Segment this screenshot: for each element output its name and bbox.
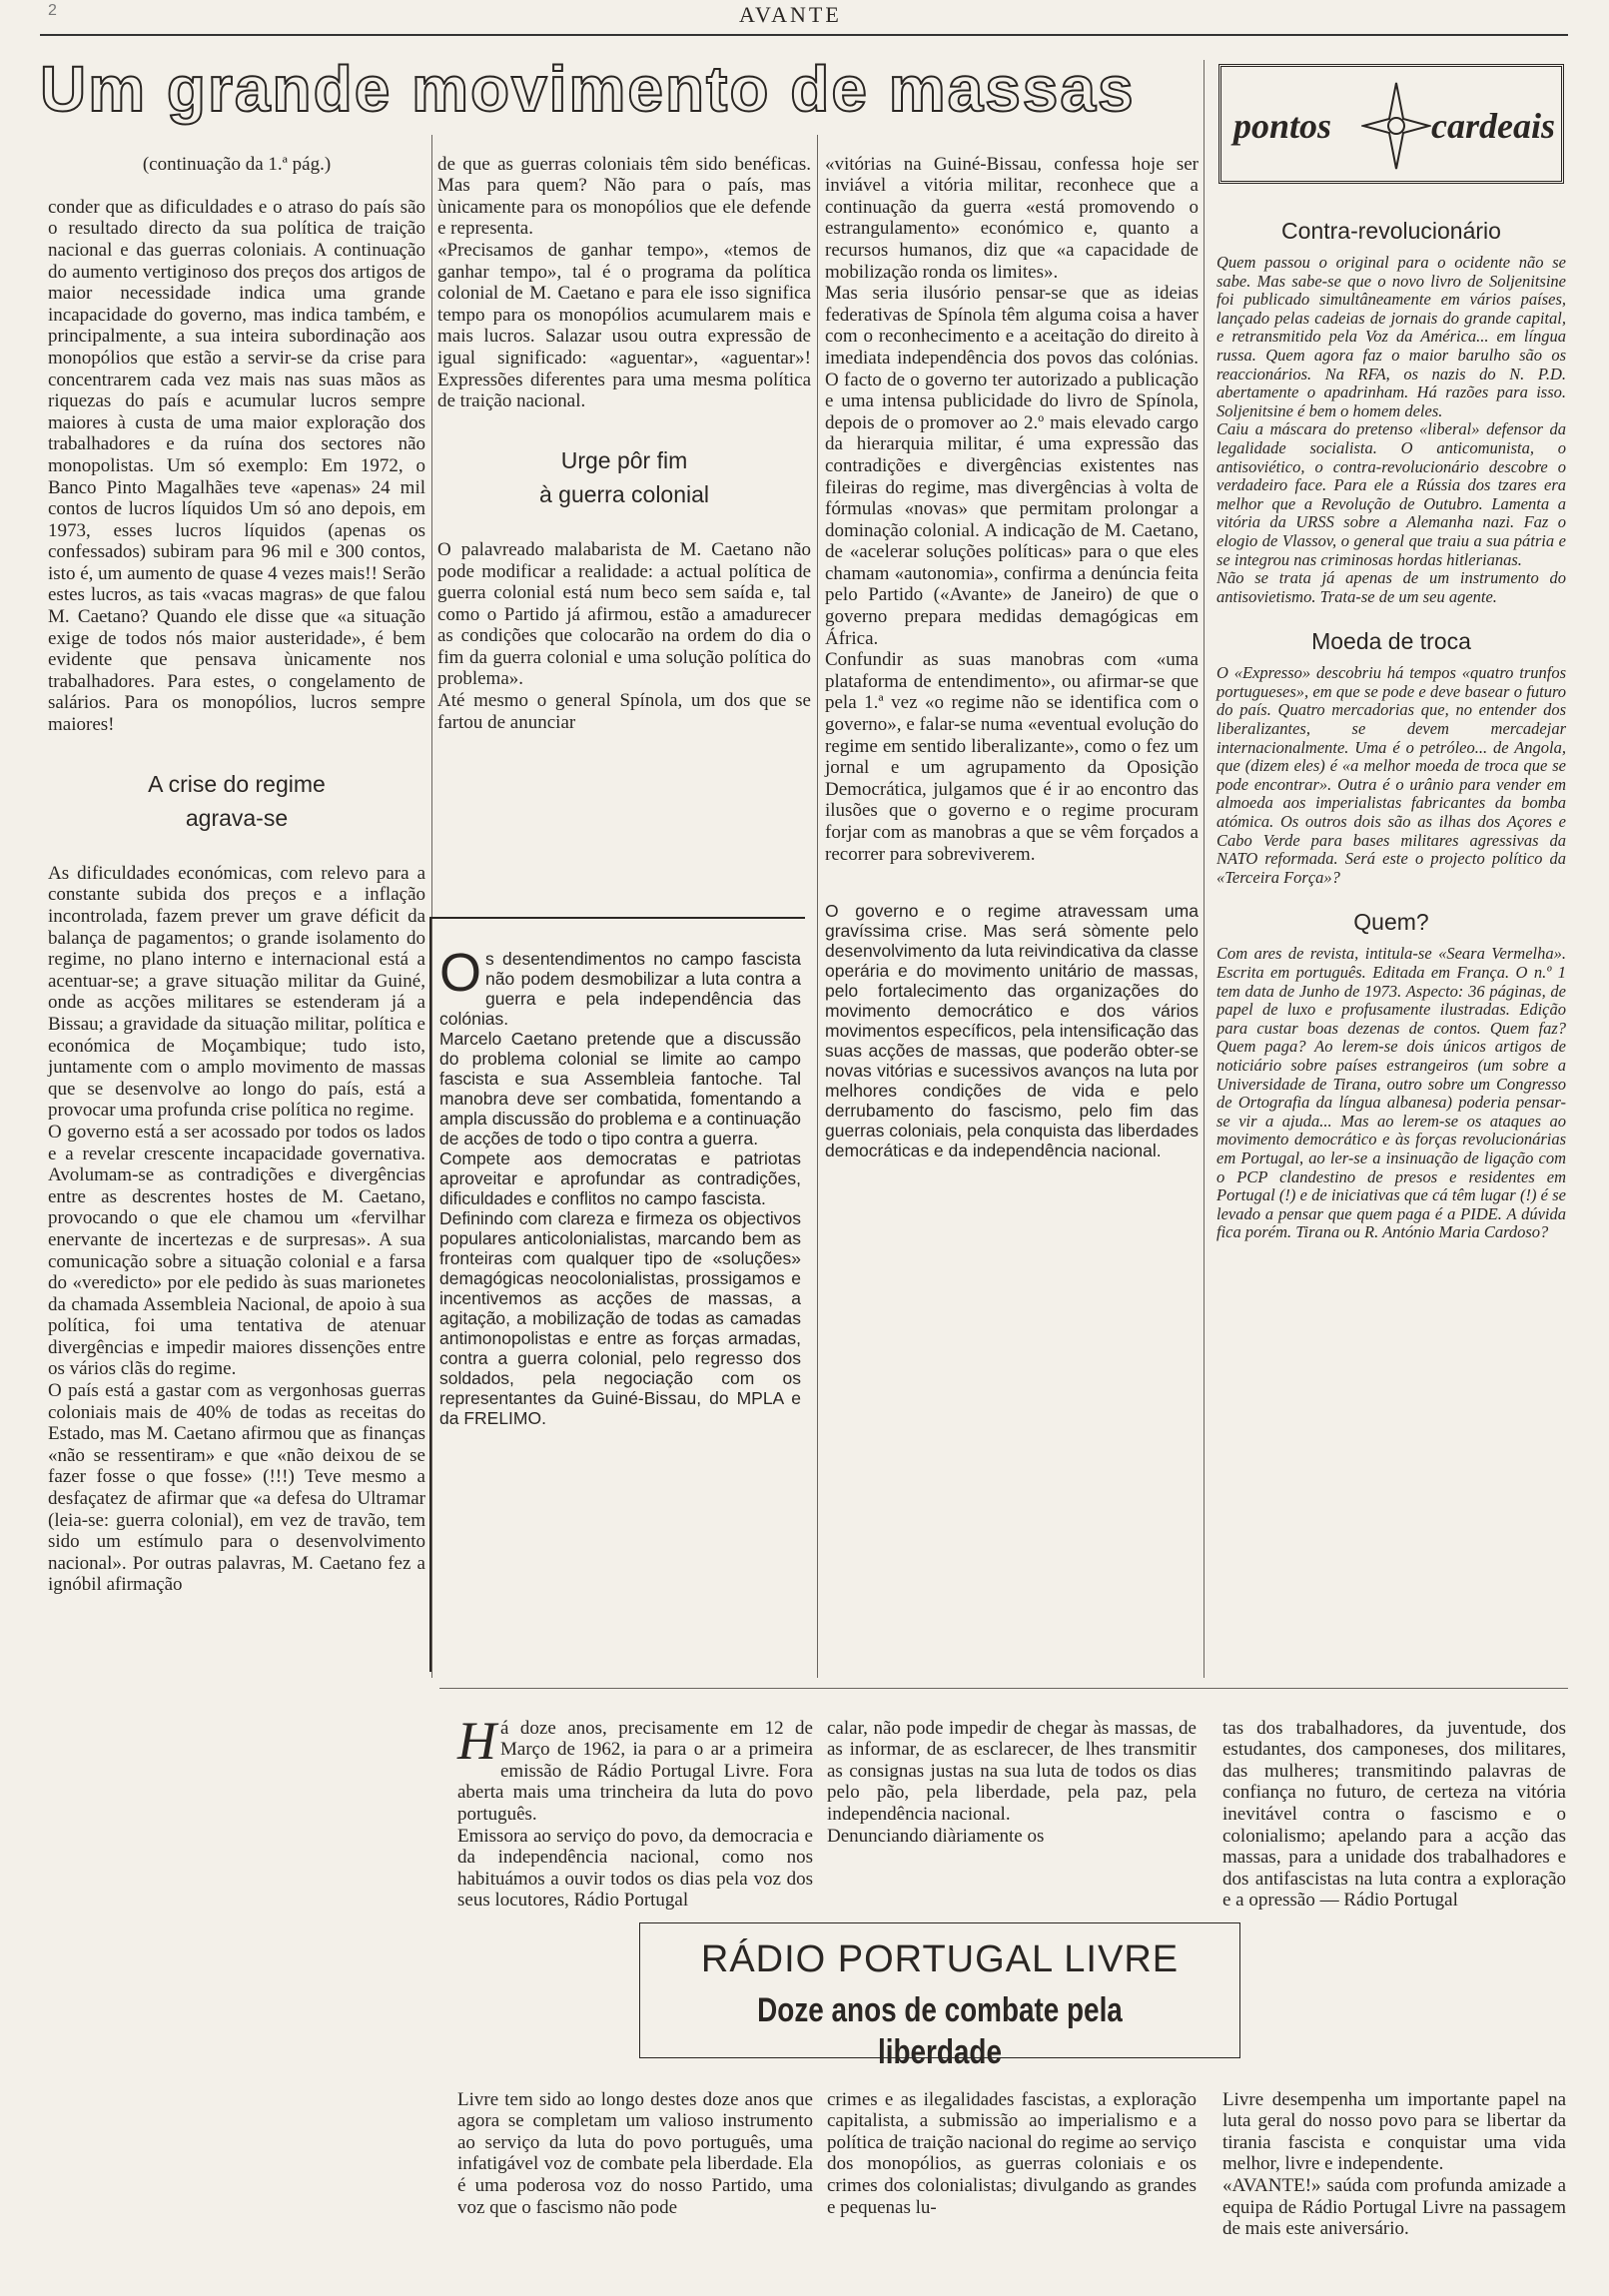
- header-rule: [40, 34, 1568, 36]
- radio-dropcap: H: [457, 1710, 496, 1771]
- radio-paragraph: crimes e as ilegalidades fascistas, a exploração capitalista, a submissão ao imperialismo e a política de traição nacional do regime ao serviço dos monopólios, as guerras coloniais e os crimes dos colonialistas; divulgando as grandes e pequenas lu-: [827, 2088, 1197, 2218]
- sidebar-title-1: Contra-revolucionário: [1281, 218, 1501, 244]
- radio-paragraph: calar, não pode impedir de chegar às massas, de as informar, de as esclarecer, de lhes transmitir as consignas justas na sua luta de todos os dias pelo pão, pela liberdade, pela paz, pela independência nacional. Denunciando diàriamente os: [827, 1717, 1197, 1847]
- radio-title-box: [639, 1922, 1240, 2071]
- radio-box-subtitle: Doze anos de combate pela liberdade: [757, 1991, 1123, 2071]
- boxed-note-text: s desentendimentos no campo fascista não podem desmobilizar a luta contra a guerra e pela independência das colónias. Marcelo Caetano pretende que a discussão do problema colonial se limite ao campo fascista e sua Assembleia fantoche. Tal manobra deve ser combatida, fomentando a ampla discussão do problema e a continuação de acções de todo o tipo contra a guerra. Compete aos democratas e patriotas aproveitar e aprofundar as contradições, dificuldades e conflitos no campo fascista. Definindo com clareza e firmeza os objectivos populares anticolonialistas, marcando bem as fronteiras com qualquer tipo de «soluções» demagógicas neocolonialistas, prossigamos e incentivemos as acções de massas, a agitação, a mobilização de todas as camadas antimonopolistas e entre as forças armadas, contra a guerra colonial, pelo regresso dos soldados, pela negociação com os representantes da Guiné-Bissau, do MPLA e da FRELIMO.: [439, 949, 801, 1428]
- sidebar-text-1: Quem passou o original para o ocidente não se sabe. Mas sabe-se que o novo livro de Soljenitsine foi publicado simultâneamente em vários países, lançado pelas cadeias de jornais do grande capital, e retransmitido pela Voz da América... em língua russa. Quem agora faz o maior barulho são os reaccionários. Na RFA, os nazis do N. P.D. abertamente o apadrinham. Há razões para isso. Soljenitsine é bem o homem deles. Caiu a máscara do pretenso «liberal» defensor da legalidade socialista. O anticomunista, o antisoviético, o contra-revolucionário descobre o verdadeiro face. Para ele a Rússia dos tzares era melhor que a Revolução de Outubro. Lamenta a vitória da URSS sobre a Alemanha nazi. Faz o elogio de Vlassov, o general que traiu a sua pátria e se integrou nas criminosas hordas hitlerianas. Não se trata já apenas de um instrumento do antisovietismo. Trata-se de um seu agente.: [1216, 253, 1566, 606]
- radio-column-1-bottom: [457, 2067, 813, 2240]
- column-rule: [1204, 60, 1205, 1678]
- sidebar-title-2: Moeda de troca: [1311, 628, 1471, 655]
- headline: Um grande movimento de massas: [40, 53, 1136, 125]
- radio-paragraph: Livre desempenha um importante papel na luta geral do nosso povo para se libertar da tirania fascista e conquistar uma vida melhor, livre e independente. «AVANTE!» saúda com profunda amizade a equipa de Rádio Portugal Livre na passagem de mais este aniversário.: [1222, 2088, 1566, 2240]
- radio-paragraph: Livre tem sido ao longo destes doze anos que agora se completam um valioso instrumento ao serviço da luta do povo português, uma infatigável voz de combate pela liberdade. Ela é uma poderosa voz do nosso Partido, uma voz que o fascismo não pode: [457, 2088, 813, 2218]
- radio-column-2: [827, 1696, 1197, 1869]
- article-column-1: [48, 132, 425, 1618]
- radio-column-3-bottom: [1222, 2067, 1566, 2261]
- article-paragraph: As dificuldades económicas, com relevo para a constante subida dos preços e a inflação incontrolada, fazem prever um grave déficit da balança de pagamentos; o grande isolamento do regime, no plano interno e internacional está a acentuar-se; a grave situação militar da Guiné, onde as acções militares se estenderam já a Bissau; a gravidade da situação militar, política e económica de Moçambique; tudo isto, juntamente com o amplo movimento de massas que se desenvolve ao longo do país, está a provocar uma profunda crise política no regime. O governo está a ser acossado por todos os lados e a revelar crescente incapacidade governativa. Avolumam-se as contradições e divergências entre as descrentes hostes de M. Caetano, provocando o que ele chamou um «fervilhar enervante de incertezas e de surpresas». A sua comunicação sobre a situação colonial e a farsa do «veredicto» por ele pedido às suas marionetes da chamada Assembleia Nacional, de apoio à sua política, foi uma tentativa de atenuar divergências e impedir maiores dissenções entre os vários clãs do regime. O país está a gastar com as vergonhosas guerras coloniais mais de 40% de todas as receitas do Estado, mas M. Caetano afirmou que as finanças «não se ressentiram» e que «não deixou de se fazer fosse o que fosse» (!!!) Teve mesmo a desfaçatez de afirmar que «a defesa do Ultramar (leia-se: guerra colonial), em vez de travão, tem sido um estímulo para o desenvolvimento nacional». Por outras palavras, M. Caetano fez a ignóbil afirmação: [48, 862, 425, 1596]
- sidebar-text-3: Com ares de revista, intitula-se «Seara Vermelha». Escrita em português. Editada em França. O n.º 1 tem data de Junho de 1973. Aspecto: 36 páginas, de papel de luxo e profusamente ilustradas. Edição para custar boas dezenas de contos. Quem faz? Quem paga? Ao lerem-se dois únicos artigos de noticiário sobre países estrangeiros (um sobre a Universidade de Tirana, outro sobre um Congresso de Ortografia da língua albanesa) poderia pensar-se vir a ajuda... Mas ao lerem-se os ataques ao movimento democrático e às forças revolucionárias em Portugal, ao ler-se a insinuação de ligação com o PCP clandestino de presos e residentes em Portugal (!) e de iniciativas que cá têm lugar (!) é se levado a pensar que quem paga é a PIDE. A dúvida fica porém. Tirana ou R. António Maria Cardoso?: [1216, 944, 1566, 1242]
- article-paragraph: «vitórias na Guiné-Bissau, confessa hoje ser inviável a vitória militar, reconhece que a continuação da guerra «está promovendo o estrangulamento» económico e, quanto a recursos humanos, diz que «a capacidade de mobilização ronda os limites». Mas seria ilusório pensar-se que as ideias federativas de Spínola têm alguma coisa a haver com o reconhecimento e a aceitação do direito à imediata independência dos povos das colónias. O facto de o governo ter autorizado a publicação e uma intensa publicidade do livro de Spínola, depois de o promover ao 2.º mais elevado cargo da hierarquia militar, é uma expressão das contradições e divergências existentes nas fileiras do regime, mas divergências à volta de fórmulas «novas» que permitam prolongar a dominação colonial. A indicação de M. Caetano, de «acelerar soluções políticas» para o que eles chamam «autonomia», confirma a denúncia feita pelo Partido («Avante» de Janeiro) de que o governo prepara medidas demagógicas em África. Confundir as suas manobras com «uma plataforma de entendimento», ou afirmar-se que pela 1.ª vez «o regime não se identifica com o governo», e falar-se numa «eventual evolução do regime em sentido liberalizante», como o fez um jornal e um agrupamento da Oposição Democrática, julgamos que é ir ao encontro das ilusões que o governo e o regime procuram forjar com as manobras a que se vêm forçados a recorrer para sobreviverem.: [825, 153, 1199, 865]
- continuation-note: (continuação da 1.ª pág.): [142, 153, 332, 175]
- sidebar-column: [1216, 214, 1566, 1242]
- article-paragraph: de que as guerras coloniais têm sido benéficas. Mas para quem? Não para o país, mas ùnicamente para os monopólios que ele defende e representa. «Precisamos de ganhar tempo», «temos de ganhar tempo», tal é o programa da política colonial de M. Caetano e para ele isso significa tempo para os monopólios acumularem mais e mais lucros. Salazar usou outra expressão de igual significado: «aguentar», «aguentar»! Expressões diferentes para uma mesma política de traição nacional.: [437, 153, 811, 412]
- logo-text-right: cardeais: [1431, 106, 1555, 146]
- compass-star-icon: [1361, 81, 1431, 171]
- article-paragraph: O palavreado malabarista de M. Caetano não pode modificar a realidade: a actual política de guerra colonial está num beco sem saída e, tal como o Partido já afirmou, estão a amadurecer as condições que colocarão na ordem do dia o fim da guerra colonial e uma solução política do problema». Até mesmo o general Spínola, um dos que se fartou de anunciar: [437, 538, 811, 733]
- radio-column-2-bottom: [827, 2067, 1197, 2240]
- column-rule: [817, 135, 818, 1678]
- boxed-note-dropcap: O: [439, 943, 482, 1003]
- sidebar-title-3: Quem?: [1353, 909, 1429, 936]
- section-rule: [439, 1688, 1568, 1689]
- article-paragraph: O governo e o regime atravessam uma gravíssima crise. Mas será sòmente pelo desenvolvimento da luta reivindicativa da classe operária e do movimento unitário de massas, pelo fortalecimento das organizações do movimento democrático e dos vários movimentos específicos, pela intensificação das suas acções de massas, que poderão obter-se novas vitórias e sucessivos avanços na luta por melhores condições de vida e pelo derrubamento do fascismo, pelo fim das guerras coloniais, pela conquista das liberdades democráticas e da independência nacional.: [825, 900, 1199, 1160]
- radio-column-1: [457, 1696, 813, 1912]
- logo-text-left: pontos: [1233, 106, 1332, 146]
- boxed-note: [429, 917, 805, 1672]
- subhead-crise: A crise do regime agrava-se: [148, 771, 326, 832]
- sidebar-logo: [1218, 64, 1564, 184]
- page-number: 2: [48, 2, 57, 19]
- subhead-urge: Urge pôr fim à guerra colonial: [538, 447, 710, 508]
- masthead: AVANTE: [739, 2, 842, 27]
- radio-box-title: RÁDIO PORTUGAL LIVRE: [700, 1938, 1180, 1980]
- sidebar-text-2: O «Expresso» descobriu há tempos «quatro trunfos portugueses», em que se pode e deve basear o futuro do país. Quatro mercadorias que, no entender dos liberalizantes, se devem mercadejar internacionalmente. Uma é o petróleo... de Angola, que (dizem eles) é «a melhor moeda de troca que se pode encontrar». Outra é o urânio para vender em almoeda aos imperialistas fabricantes da bomba atómica. Os outros dois são as ilhas dos Açores e Cabo Verde para bases militares agressivas da NATO reformada. Será este o projecto político da «Terceira Força»?: [1216, 663, 1566, 887]
- radio-column-3: [1222, 1696, 1566, 1933]
- radio-paragraph: á doze anos, precisamente em 12 de Março de 1962, ia para o ar a primeira emissão de Rádio Portugal Livre. Fora aberta mais uma trincheira da luta do povo português. Emissora ao serviço do povo, da democracia e da independência nacional, como nos habituámos a ouvir todos os dias pela voz dos seus locutores, Rádio Portugal: [457, 1717, 813, 1912]
- article-column-3: [825, 132, 1199, 1181]
- article-paragraph: conder que as dificuldades e o atraso do país são o resultado directo da sua política de traição nacional e das guerras coloniais. A continuação do aumento vertiginoso dos preços dos artigos de maior necessidade indica uma grande incapacidade do governo, mas indica também, e principalmente, a sua inteira subordinação aos monopólios que estão a servir-se da crise para concentrarem cada vez mais nas suas mãos as riquezas do país e acumular lucros sempre maiores à custa de uma maior exploração dos trabalhadores e da ruína dos sectores não monopolistas. Um só exemplo: Em 1972, o Banco Pinto Magalhães teve «apenas» 24 mil contos de lucros líquidos Um só ano depois, em 1973, esses lucros líquidos (apenas os confessados) subiram para 96 mil e 300 contos, isto é, um aumento de quase 4 vezes mais!! Serão estes lucros, as tais «vacas magras» de que falou M. Caetano? Quando ele disse que «a situação exige de todos nós maior austeridade», é bem evidente que pensava ùnicamente nos trabalhadores. Para estes, o congelamento de salários. Para os monopólios, lucros sempre maiores!: [48, 196, 425, 736]
- radio-paragraph: tas dos trabalhadores, da juventude, dos estudantes, dos camponeses, dos militares, das mulheres; transmitindo palavras de confiança no futuro, de certeza na vitória inevitável contra o fascismo e o colonialismo; apelando para a acção das massas, para a unidade dos trabalhadores e dos antifascistas na luta contra a exploração e a opressão — Rádio Portugal: [1222, 1717, 1566, 1912]
- article-column-2: [437, 132, 811, 755]
